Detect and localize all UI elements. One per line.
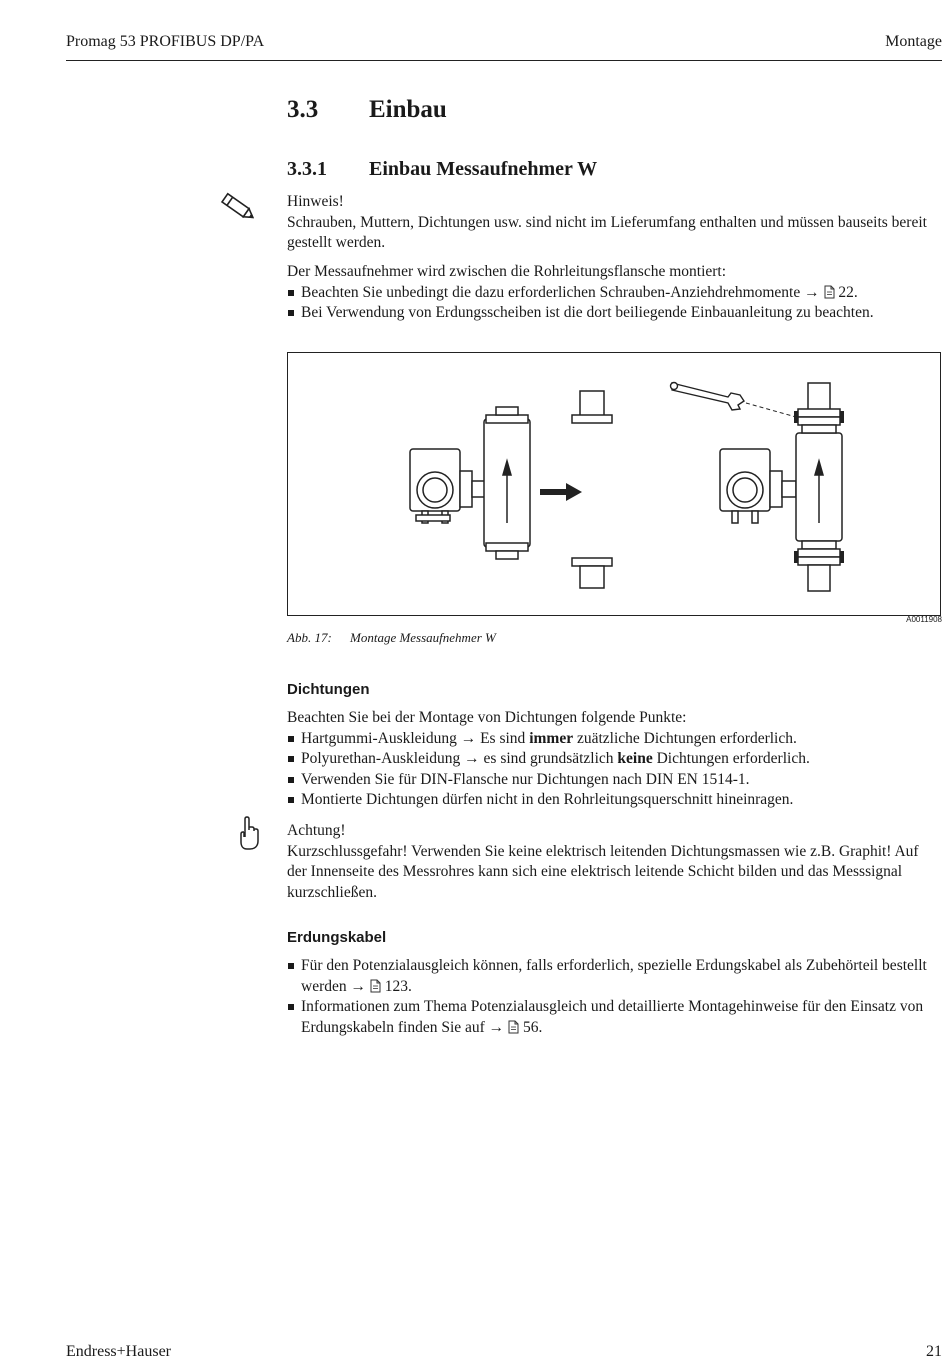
figure-id: A0011908 <box>906 615 942 624</box>
intro-list <box>287 283 942 324</box>
note-block <box>287 192 942 254</box>
figure-frame <box>287 352 941 616</box>
caption-label: Abb. 17: <box>287 630 332 645</box>
list-item: Beachten Sie unbedingt die dazu erforderlichen Schrauben-Anziehdrehmomente → 22. <box>287 283 942 304</box>
erdungskabel-list <box>287 956 942 1038</box>
dichtungen-heading: Dichtungen <box>287 681 370 698</box>
installation-drawing <box>288 353 940 615</box>
intro-block <box>287 262 942 324</box>
intro-text: Der Messaufnehmer wird zwischen die Rohrleitungsflansche montiert: <box>287 263 727 280</box>
page-ref[interactable]: 22 <box>838 283 854 301</box>
page-ref[interactable]: 123 <box>384 977 408 995</box>
caution-label: Achtung! <box>287 822 346 839</box>
footer-company: Endress+Hauser <box>66 1343 171 1360</box>
dichtungen-section <box>287 681 942 811</box>
list-item: Informationen zum Thema Potenzialausgleich und detaillierte Montagehinweise für den Einsatz von Erdungskabeln finden Sie auf → 56. <box>287 997 942 1038</box>
note-text: Schrauben, Muttern, Dichtungen usw. sind nicht im Lieferumfang enthalten und müssen bauseits bereit gestellt werden. <box>287 213 927 251</box>
list-item: Polyurethan-Auskleidung → es sind grundsätzlich keine Dichtungen erforderlich. <box>287 749 942 770</box>
subsection-heading <box>287 158 597 181</box>
pencil-icon <box>218 190 258 224</box>
dichtungen-list <box>287 729 942 811</box>
page-ref[interactable]: 56 <box>522 1018 539 1036</box>
header-title: Promag 53 PROFIBUS DP/PA <box>66 33 265 50</box>
dichtungen-intro: Beachten Sie bei der Montage von Dichtungen folgende Punkte: <box>287 709 687 726</box>
page-reference-icon <box>370 979 381 993</box>
caution-block <box>287 821 942 903</box>
section-title: Einbau <box>369 96 447 123</box>
erdungskabel-heading: Erdungskabel <box>287 929 387 946</box>
subsection-title: Einbau Messaufnehmer W <box>369 158 598 180</box>
list-item: Verwenden Sie für DIN-Flansche nur Dichtungen nach DIN EN 1514-1. <box>287 770 942 791</box>
header-rule <box>66 60 942 61</box>
caption-text: Montage Messaufnehmer W <box>350 630 496 645</box>
caution-text: Kurzschlussgefahr! Verwenden Sie keine elektrisch leitenden Dichtungsmassen wie z.B. Graphit! Auf der Innenseite des Messrohres kann sich eine elektrisch leitende Schicht bilden und das Messsignal kurzschließen. <box>287 842 919 901</box>
figure-caption <box>287 630 496 646</box>
pointing-hand-icon <box>238 815 262 851</box>
page-number: 21 <box>926 1343 942 1360</box>
note-label: Hinweis! <box>287 193 344 210</box>
list-item: Bei Verwendung von Erdungsscheiben ist die dort beiliegende Einbauanleitung zu beachten. <box>287 303 942 324</box>
page-reference-icon <box>508 1020 519 1034</box>
list-item: Hartgummi-Auskleidung → Es sind immer zuätzliche Dichtungen erforderlich. <box>287 729 942 750</box>
header-chapter: Montage <box>885 33 942 50</box>
subsection-number: 3.3.1 <box>287 158 327 180</box>
section-number: 3.3 <box>287 96 319 123</box>
list-item: Für den Potenzialausgleich können, falls erforderlich, spezielle Erdungskabel als Zubehörteil bestellt werden → 123. <box>287 956 942 997</box>
erdungskabel-section <box>287 929 942 1038</box>
section-heading <box>287 96 447 124</box>
page-reference-icon <box>824 285 835 299</box>
list-item: Montierte Dichtungen dürfen nicht in den Rohrleitungsquerschnitt hineinragen. <box>287 790 942 811</box>
